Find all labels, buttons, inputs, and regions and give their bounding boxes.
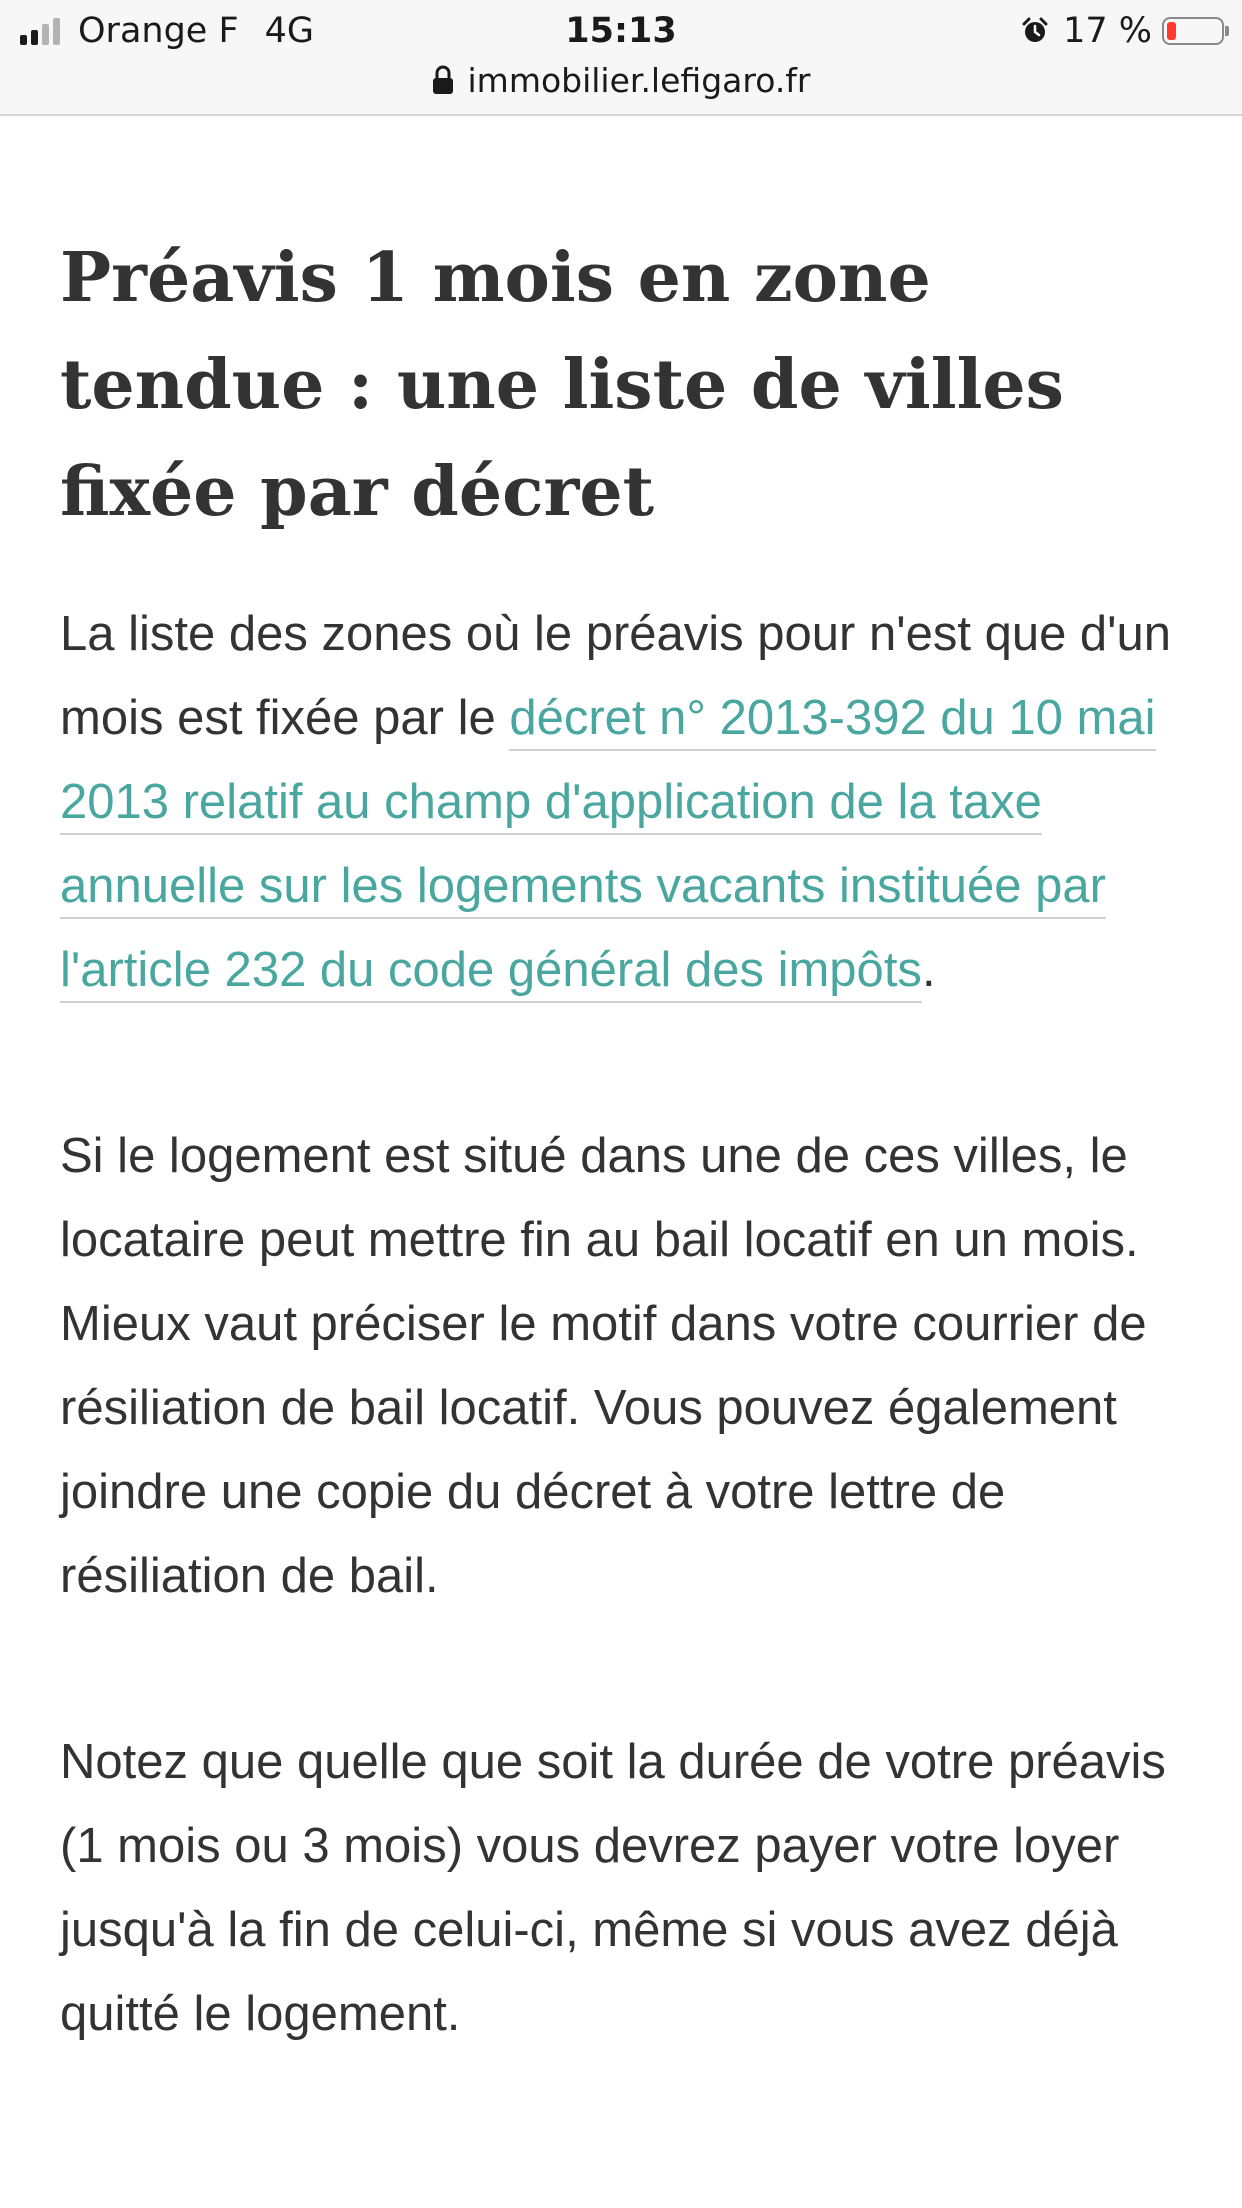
battery-fill (1167, 22, 1176, 40)
paragraph-text: La liste des zones où le préavis pour n'est que d'un mois est fixée par le (60, 607, 1172, 745)
article-content (60, 225, 1190, 2056)
battery-percent: 17 % (1063, 11, 1152, 51)
alarm-icon (1021, 17, 1049, 45)
status-time: 15:13 (565, 11, 677, 51)
article-paragraph-3: Notez que quelle que soit la durée de votre préavis (1 mois ou 3 mois) vous devrez payer votre loyer jusqu'à la fin de celui-ci, même si vous avez déjà quitté le logement. (60, 1735, 1166, 2041)
status-right (1021, 10, 1224, 52)
url-domain[interactable]: immobilier.lefigaro.fr (467, 60, 811, 100)
status-bar (0, 0, 1242, 116)
article-paragraph (60, 592, 1190, 1012)
network-type: 4G (264, 11, 314, 51)
article-paragraph-2: Si le logement est situé dans une de ces villes, le locataire peut mettre fin au bail locatif en un mois. Mieux vaut préciser le motif dans votre courrier de résiliation de bail locatif. Vous pouvez également joindre une copie du décret à votre lettre de résiliation de bail. (60, 1129, 1147, 1603)
decret-link[interactable]: décret n° 2013-392 du 10 mai 2013 relatif au champ d'application de la taxe annuelle sur les logements vacants instituée par l'article 232 du code général des impôts (60, 691, 1156, 1003)
paragraph-text-end: . (921, 943, 936, 997)
url-bar[interactable] (0, 58, 1242, 102)
article-heading: Préavis 1 mois en zone tendue : une liste de villes fixée par décret (60, 238, 1064, 532)
battery-icon (1162, 17, 1224, 45)
lock-icon (432, 65, 454, 95)
carrier-name: Orange F (78, 11, 239, 51)
